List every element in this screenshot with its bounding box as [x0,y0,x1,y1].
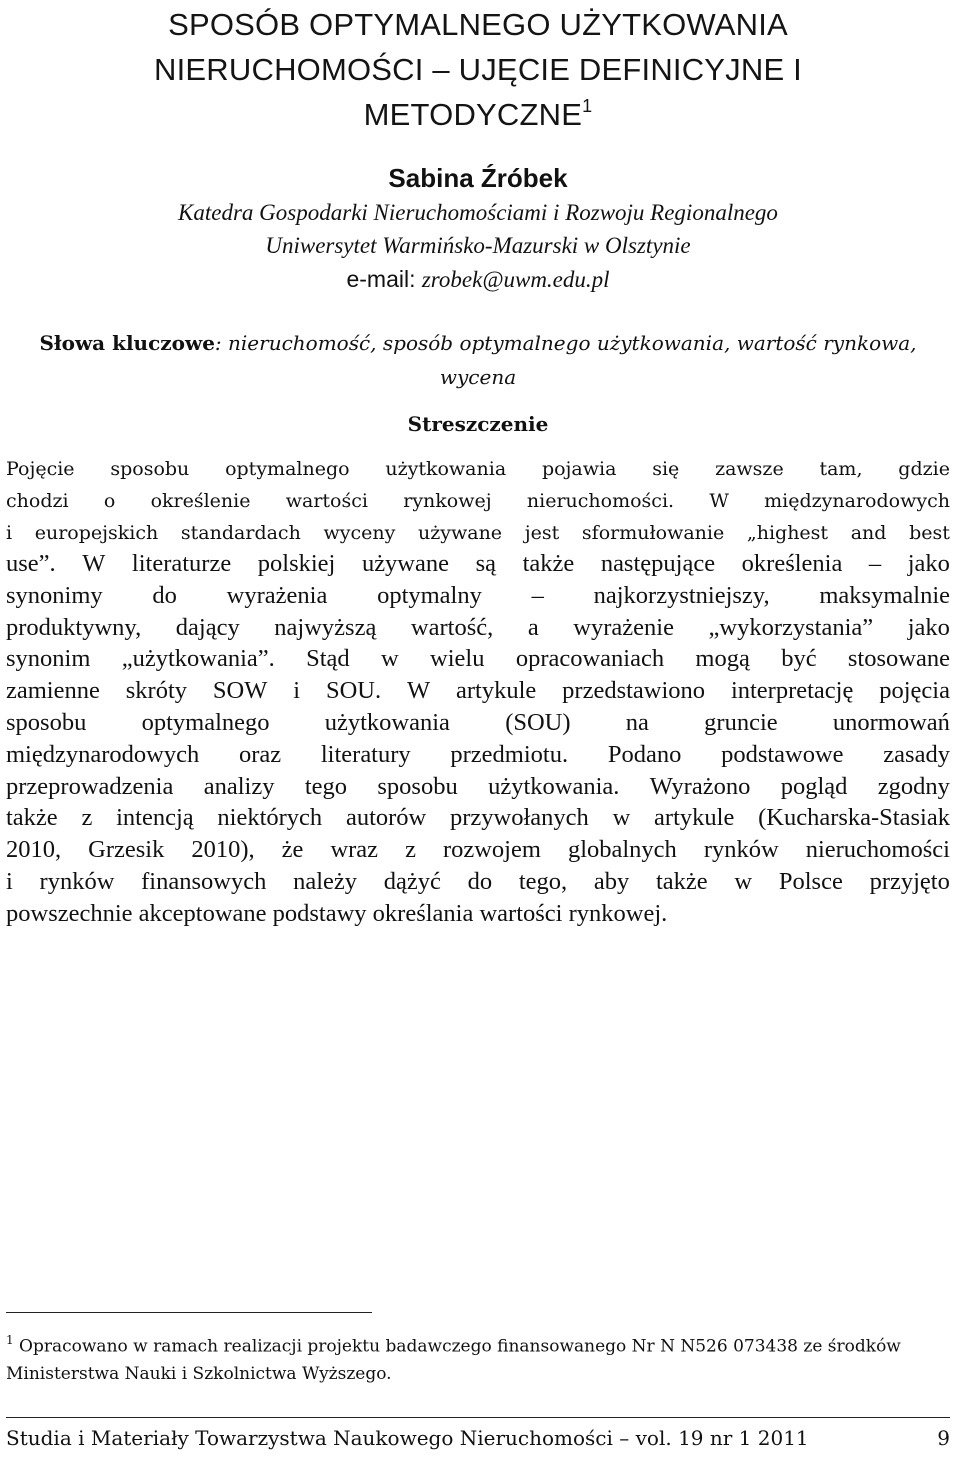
word: podstawowe [721,740,844,768]
word: zawsze [715,458,784,480]
word: rozwojem [442,836,541,864]
abstract-line [6,739,950,771]
word: w [381,645,399,673]
word: przywołanych [450,804,589,832]
email-address[interactable]: zrobek@uwm.edu.pl [421,267,610,292]
page-footer [6,1423,950,1453]
word: dający [175,613,240,641]
word: przedmiotu. [450,740,569,768]
word: polskiej [257,550,336,577]
footnote-marker: 1 [6,1333,14,1347]
abstract-line [6,580,950,612]
word: rynkowej [403,490,492,512]
word: pogląd [780,772,848,800]
word: „wykorzystania” [708,613,874,641]
word: artykule [654,804,735,832]
word: międzynarodowych [6,740,200,768]
word: określenia [741,550,843,577]
word: (Kucharska-Stasiak [758,804,950,832]
word: sposobu [6,708,87,736]
word: na [625,708,649,736]
word: synonim [6,645,91,673]
word: następujące [600,550,716,577]
word: Podano [607,740,682,768]
word: globalnych [567,836,677,864]
word: analizy [203,772,275,800]
word: – [868,550,882,577]
page-number: 9 [937,1426,950,1450]
word: nieruchomości [805,836,950,864]
word: być [781,645,817,673]
word: przeprowadzenia [6,772,174,800]
word: wyrażenie [573,613,674,641]
word: maksymalnie [819,581,950,609]
word: i [6,867,13,895]
word: synonimy [6,581,103,609]
word: a [527,613,539,641]
word: należy [293,867,358,895]
word: użytkowania [324,708,450,736]
abstract-paragraph-start [6,453,950,549]
word: sposobu [110,458,190,480]
affiliation-university: Uniwersytet Warmińsko-Mazurski w Olsztynie [265,233,691,258]
word: sposobu [377,772,458,800]
word: oraz [238,740,282,768]
word: Wyrażono [649,772,751,800]
abstract-paragraph-continued [6,548,950,930]
word: Stąd [306,645,350,673]
word: także [6,804,58,832]
word: optymalny [377,581,482,609]
word: przedstawiono [562,677,706,705]
affiliation-department: Katedra Gospodarki Nieruchomościami i Rozwoju Regionalnego [178,200,778,225]
word: literatury [320,740,411,768]
keywords-label: Słowa kluczowe [39,331,215,355]
word: rynków [703,836,779,864]
abstract-line [6,453,950,485]
word: dążyć [383,867,441,895]
title-line-3-text: METODYCZNE [363,97,583,132]
word: Pojęcie [6,458,75,480]
journal-name: Studia i Materiały Towarzystwa Naukowego Nieruchomości – vol. 19 nr 1 2011 [6,1426,809,1450]
word: W [82,550,106,577]
word: sformułowanie [581,522,725,544]
word: standardach [180,522,301,544]
word: aby [593,867,630,895]
word: najwyższą [274,613,377,641]
word: gruncie [704,708,778,736]
word: wraz [330,836,379,864]
paper-page [6,0,950,1457]
word: jako [907,613,950,641]
footnote-line-1 [6,1328,950,1361]
word: SOW [212,677,268,705]
keywords-text: : nieruchomość, sposób optymalnego użytkowania, wartość rynkowa, wycena [214,331,917,389]
word: „highest [746,522,829,544]
word: nieruchomości. [526,490,675,512]
email-label: e-mail: [346,266,422,292]
word: gdzie [898,458,950,480]
word: – [531,581,544,609]
word: niektórych [217,804,323,832]
word: produktywny, [6,613,142,641]
abstract-line [6,802,950,834]
word: użytkowania. [488,772,620,800]
word: zasady [883,740,950,768]
word: wartości [285,490,368,512]
word: wartość, [410,613,494,641]
word: z [405,836,416,864]
word: i [293,677,301,705]
word: W [709,490,729,512]
word: (SOU) [505,708,571,736]
word: się [652,458,680,480]
word: SOU. [325,677,382,705]
word: opracowaniach [515,645,665,673]
word: zamienne [6,677,100,705]
word: w [612,804,631,832]
word: 2010), [191,836,255,864]
abstract-last-line: powszechnie akceptowane podstawy określania wartości rynkowej. [6,899,668,927]
word: intencją [116,804,194,832]
word: interpretację [730,677,854,705]
author-block [6,160,950,297]
keywords [36,326,920,394]
word: o [103,490,116,512]
word: tam, [819,458,863,480]
abstract-line [6,771,950,803]
word: przyjęto [869,867,950,895]
word: rynków [39,867,115,895]
word: 2010, [6,836,62,864]
word: tego [304,772,348,800]
word: autorów [345,804,427,832]
footnote-divider [6,1312,372,1313]
abstract-line [6,548,950,580]
word: międzynarodowych [764,490,950,512]
title-line-3 [6,92,950,137]
word: W [406,677,431,705]
word: finansowych [141,867,267,895]
abstract-heading: Streszczenie [407,412,549,436]
word: „użytkowania”. [121,645,275,673]
abstract-line [6,485,950,517]
word: tego, [518,867,568,895]
word: że [281,836,304,864]
word: pojęcia [879,677,950,705]
word: z [81,804,93,832]
word: optymalnego [141,708,270,736]
word: jako [907,550,950,577]
abstract-line [6,517,950,549]
word: skróty [125,677,188,705]
title-line-2: NIERUCHOMOŚCI – UJĘCIE DEFINICYJNE I [154,52,802,87]
footnote-text-1: Opracowano w ramach realizacji projektu badawczego finansowanego Nr N N526 073438 ze środków [13,1336,901,1357]
word: najkorzystniejszy, [593,581,770,609]
word: w [734,867,753,895]
word: optymalnego [225,458,350,480]
abstract-line [6,707,950,739]
title-line-1: SPOSÓB OPTYMALNEGO UŻYTKOWANIA [168,7,788,42]
abstract-line [6,866,950,898]
word: Grzesik [88,836,165,864]
footnote [6,1328,950,1388]
word: europejskich [34,522,159,544]
word: and [850,522,887,544]
word: użytkowania [385,458,507,480]
word: do [467,867,493,895]
word: i [6,522,13,544]
word: jest [524,522,560,544]
title-footnote-marker[interactable]: 1 [582,95,593,116]
word: używane [418,522,503,544]
word: są [475,550,496,577]
word: use”. [6,550,56,577]
word: literaturze [131,550,232,577]
word: mogą [695,645,750,673]
word: także [656,867,708,895]
word: używane [361,550,450,577]
footnote-line-2: Ministerstwa Nauki i Szkolnictwa Wyższego. [6,1363,392,1384]
word: do [152,581,177,609]
word: pojawia [541,458,617,480]
word: unormowań [832,708,950,736]
abstract-line [6,612,950,644]
paper-title [6,2,950,137]
word: artykule [456,677,537,705]
word: stosowane [847,645,950,673]
word: best [909,522,950,544]
word: określenie [150,490,251,512]
word: Polsce [778,867,843,895]
word: zgodny [877,772,950,800]
word: wielu [430,645,485,673]
word: wyrażenia [226,581,328,609]
abstract-line [6,675,950,707]
word: wyceny [323,522,396,544]
abstract-line [6,834,950,866]
footer-divider [6,1417,950,1418]
abstract-line [6,643,950,675]
author-name: Sabina Źróbek [388,163,568,193]
word: także [522,550,575,577]
word: chodzi [6,490,69,512]
author-email [6,262,950,297]
